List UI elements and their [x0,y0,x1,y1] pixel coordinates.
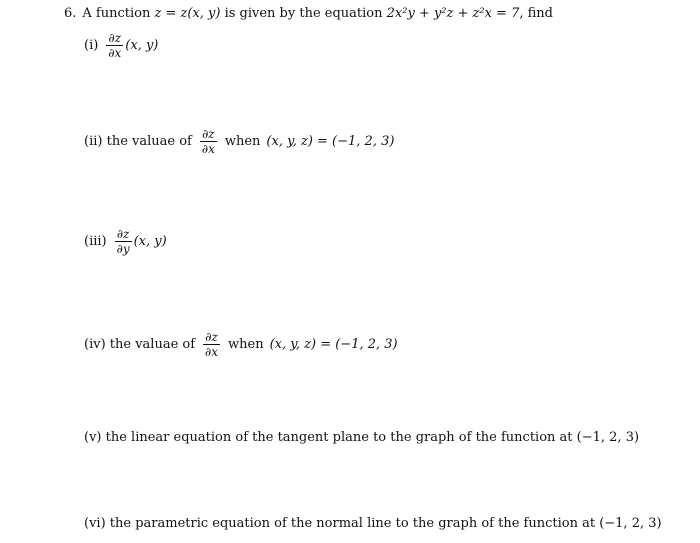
fraction-numerator: ∂z [205,330,218,344]
part-ii [84,128,394,155]
part-iv-label: (iv) the valuae of [84,337,196,352]
part-vi-text: (vi) the parametric equation of the normal line to the graph of the function at [84,516,600,531]
part-ii-point: (x, y, z) = (−1, 2, 3) [266,134,395,149]
fraction-denominator: ∂y [116,242,130,256]
problem-intro-c: , find [519,6,553,21]
fraction-denominator: ∂x [201,142,215,156]
problem-intro-b: is given by the equation [220,6,387,21]
part-ii-when: when [224,134,261,149]
part-i-label: (i) [84,38,99,53]
part-iv-point: (x, y, z) = (−1, 2, 3) [269,337,398,352]
partial-derivative-fraction [106,32,123,59]
fraction-denominator: ∂x [205,345,219,359]
part-v [84,430,639,445]
part-i-arguments: (x, y) [125,38,159,53]
partial-derivative-fraction [200,128,217,155]
fraction-denominator: ∂x [108,46,122,60]
part-iv [84,331,398,358]
fraction-numerator: ∂z [202,127,215,141]
part-iii-arguments: (x, y) [133,234,167,249]
partial-derivative-fraction [115,228,132,255]
partial-derivative-fraction [203,331,220,358]
problem-statement [64,6,553,21]
problem-number: 6. [64,6,77,21]
part-ii-label: (ii) the valuae of [84,134,192,149]
part-v-text: (v) the linear equation of the tangent plane to the graph of the function at [84,430,577,445]
part-vi [84,516,662,531]
function-definition: z = z(x, y) [154,6,221,21]
part-i [84,32,158,59]
fraction-numerator: ∂z [108,31,122,45]
fraction-numerator: ∂z [116,227,130,241]
problem-intro-a: A function [82,6,155,21]
part-iv-when: when [228,337,264,352]
defining-equation: 2x²y + y²z + z²x = 7 [386,6,520,21]
part-iii-label: (iii) [84,234,107,249]
part-iii [84,228,167,255]
part-v-point: (−1, 2, 3) [576,430,640,445]
part-vi-point: (−1, 2, 3) [599,516,662,531]
